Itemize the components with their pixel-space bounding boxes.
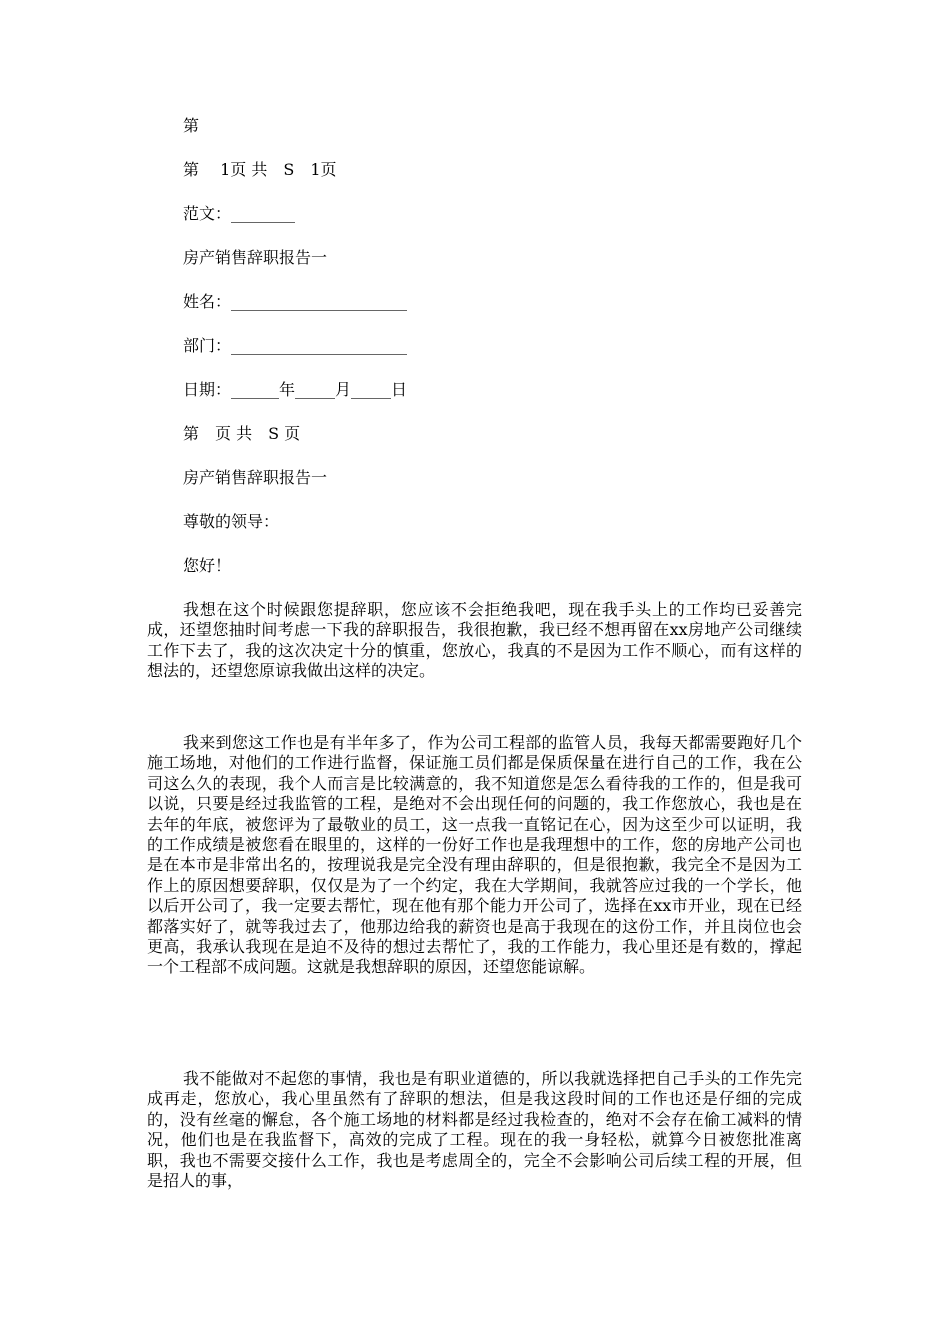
fanwen-field: 范文：________ xyxy=(183,204,296,223)
paragraph-1: 我想在这个时候跟您提辞职，您应该不会拒绝我吧，现在我手头上的工作均已妥善完成，还望您抽时间考虑一下我的辞职报告，我很抱歉，我已经不想再留在xx房地产公司继续工作下去了，我的这次决定十分的慎重，您放心，我真的不是因为工作不顺心，而有这样的想法的，还望您原谅我做出这样的决定。 xyxy=(147,600,802,681)
page-count-line: 第 1页 共 S 1页 xyxy=(183,160,337,179)
paragraph-3: 我不能做对不起您的事情，我也是有职业道德的，所以我就选择把自己手头的工作先完成再走，您放心，我心里虽然有了辞职的想法，但是我这段时间的工作也还是仔细的完成的，没有丝毫的懈怠，各个施工场地的材料都是经过我检查的，绝对不会存在偷工减料的情况，他们也是在我监督下，高效的完成了工程。现在的我一身轻松，就算今日被您批准离职，我也不需要交接什么工作，我也是考虑周全的，完全不会影响公司后续工程的开展，但是招人的事， xyxy=(147,1069,802,1191)
name-field: 姓名：______________________ xyxy=(183,292,408,311)
date-field: 日期：______年_____月_____日 xyxy=(183,380,408,399)
document-title: 房产销售辞职报告一 xyxy=(183,248,328,267)
header-line-1: 第 xyxy=(183,116,200,135)
page-line: 第 页 共 S 页 xyxy=(183,424,301,443)
department-field: 部门：______________________ xyxy=(183,336,408,355)
greeting: 您好！ xyxy=(183,556,232,575)
letter-title: 房产销售辞职报告一 xyxy=(183,468,328,487)
paragraph-2: 我来到您这工作也是有半年多了，作为公司工程部的监管人员，我每天都需要跑好几个施工场地，对他们的工作进行监督，保证施工员们都是保质保量在进行自己的工作，我在公司这么久的表现，我个人而言是比较满意的，我不知道您是怎么看待我的工作的，但是我可以说，只要是经过我监管的工程，是绝对不会出现任何的问题的，我工作您放心，我也是在去年的年底，被您评为了最敬业的员工，这一点我一直铭记在心，因为这至少可以证明，我的工作成绩是被您看在眼里的，这样的一份好工作也是我理想中的工作，您的房地产公司也是在本市是非常出名的，按理说我是完全没有理由辞职的，但是很抱歉，我完全不是因为工作上的原因想要辞职，仅仅是为了一个约定，我在大学期间，我就答应过我的一个学长，他以后开公司了，我一定要去帮忙，现在他有那个能力开公司了，选择在xx市开业，现在已经都落实好了，就等我过去了，他那边给我的薪资也是高于我现在的这份工作，并且岗位也会更高，我承认我现在是迫不及待的想过去帮忙了，我的工作能力，我心里还是有数的，撑起一个工程部不成问题。这就是我想辞职的原因，还望您能谅解。 xyxy=(147,733,802,977)
salutation: 尊敬的领导： xyxy=(183,512,280,531)
